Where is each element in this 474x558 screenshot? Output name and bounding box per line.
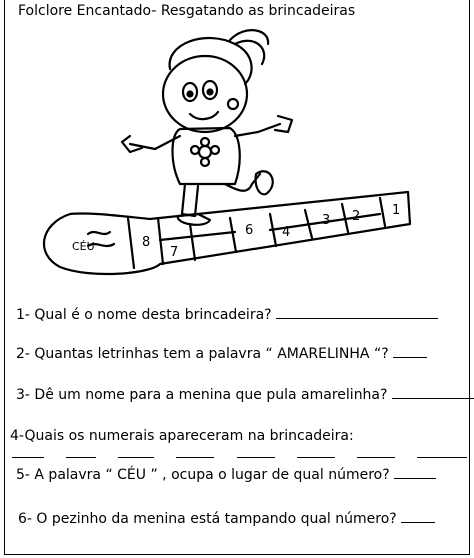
question-4 (10, 428, 354, 444)
answer-blank-6[interactable] (401, 510, 435, 523)
answer-blank-4f[interactable] (297, 456, 335, 458)
answer-blank-4h[interactable] (417, 456, 467, 458)
question-2 (16, 345, 427, 362)
hopscotch-ceu-label: CÉU (72, 240, 95, 253)
question-3-text: 3- Dê um nome para a menina que pula amarelinha? (16, 387, 388, 403)
question-5 (16, 466, 436, 483)
hopscotch-number-4: 4 (282, 225, 291, 240)
shirt-flower (199, 146, 211, 158)
hopscotch-number-8: 8 (142, 235, 151, 250)
girl-head (163, 56, 247, 132)
hopscotch-number-3: 3 (322, 213, 331, 228)
answer-blank-2[interactable] (393, 345, 427, 358)
question-3 (16, 386, 474, 403)
question-4-text: 4-Quais os numerais apareceram na brincadeira: (10, 428, 354, 444)
question-1 (16, 306, 438, 323)
answer-blank-4b[interactable] (66, 456, 96, 458)
answer-blank-4d[interactable] (176, 456, 214, 458)
hopscotch-number-6: 6 (245, 223, 254, 238)
question-5-text: 5- A palavra “ CÉU ” , ocupa o lugar de qual número? (16, 467, 390, 483)
hopscotch-number-2: 2 (352, 209, 361, 224)
answer-blank-5[interactable] (394, 466, 436, 479)
answer-blanks-4 (12, 456, 467, 458)
question-6-text: 6- O pezinho da menina está tampando qual número? (18, 511, 397, 527)
question-1-text: 1- Qual é o nome desta brincadeira? (16, 307, 272, 323)
question-6 (18, 510, 435, 527)
worksheet-title: Folclore Encantado- Resgatando as brincadeiras (18, 3, 356, 19)
question-2-text: 2- Quantas letrinhas tem a palavra “ AMARELINHA “? (16, 346, 389, 362)
answer-blank-1[interactable] (276, 306, 438, 319)
hopscotch-number-1: 1 (392, 203, 401, 218)
answer-blank-3[interactable] (392, 386, 474, 399)
answer-blank-4e[interactable] (237, 456, 275, 458)
hopscotch-number-7: 7 (170, 245, 179, 260)
answer-blank-4c[interactable] (118, 456, 154, 458)
hopscotch-girl-illustration (30, 24, 420, 294)
answer-blank-4a[interactable] (12, 456, 44, 458)
answer-blank-4g[interactable] (357, 456, 395, 458)
